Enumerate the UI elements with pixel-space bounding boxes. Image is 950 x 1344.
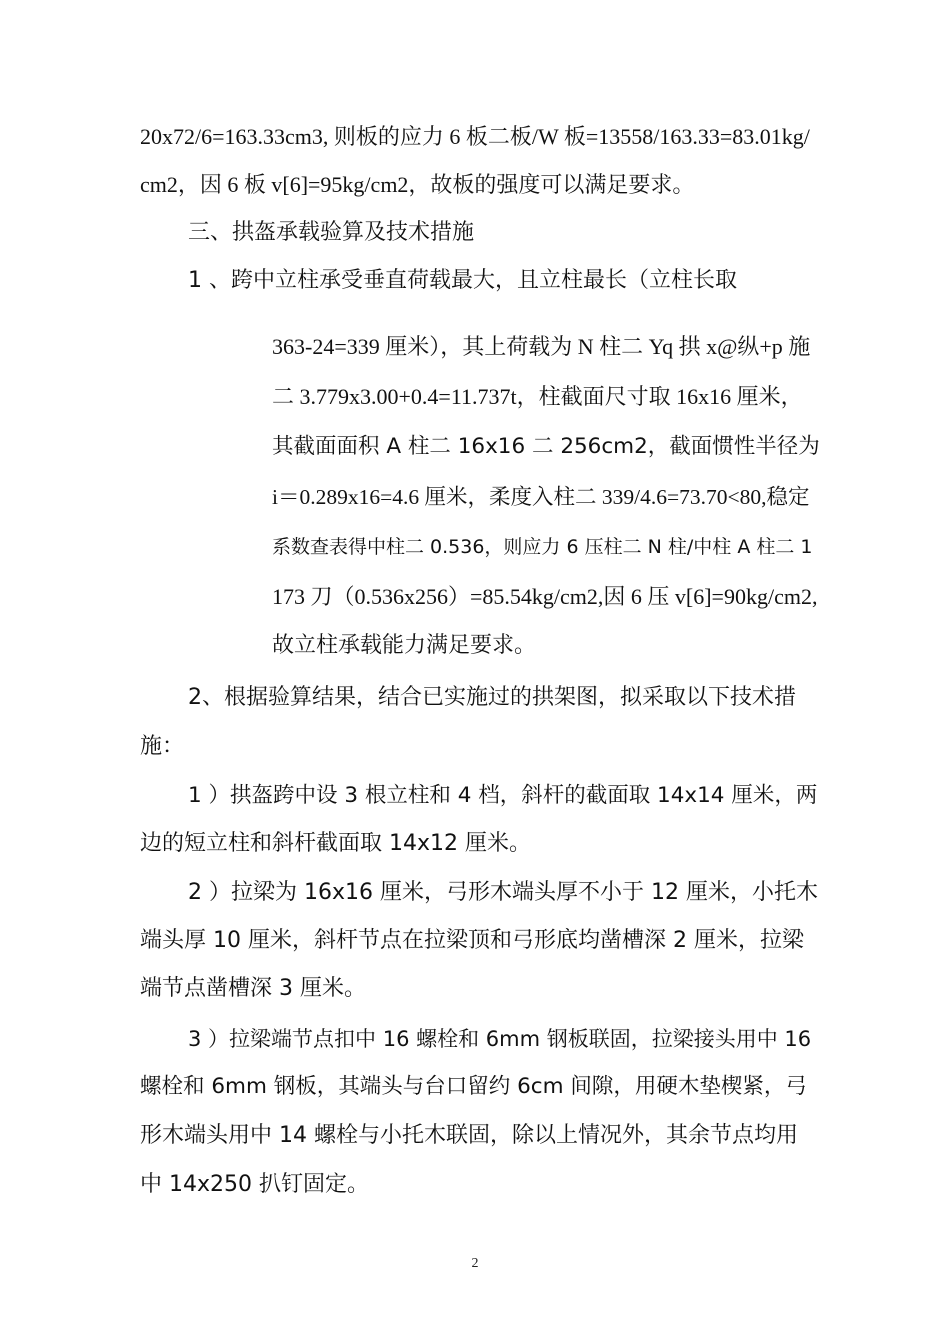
text-line-6: 二 3.779x3.00+0.4=11.737t，柱截面尺寸取 16x16 厘米， (272, 384, 803, 409)
text-line-10: 173 刀（0.536x256）=85.54kg/cm2,因 6 压 v[6]=90kg/cm2, (272, 584, 818, 609)
text-line-2: cm2，因 6 板 v[6]=95kg/cm2，故板的强度可以满足要求。 (140, 172, 695, 197)
text-line-21: 形木端头用中 14 螺栓与小托木联固，除以上情况外，其余节点均用 (140, 1123, 798, 1148)
text-line-12: 2、根据验算结果，结合已实施过的拱架图，拟采取以下技术措 (188, 685, 796, 710)
text-line-19: 3 ）拉梁端节点扣中 16 螺栓和 6mm 钢板联固，拉梁接头用中 16 (188, 1027, 812, 1051)
text-line-17: 端头厚 10 厘米，斜杆节点在拉梁顶和弓形底均凿槽深 2 厘米，拉梁 (140, 928, 804, 953)
text-line-1: 20x72/6=163.33cm3, 则板的应力 6 板二板/W 板=13558/163.33=83.01kg/ (140, 124, 810, 149)
text-line-20: 螺栓和 6mm 钢板，其端头与台口留约 6cm 间隙，用硬木垫楔紧，弓 (140, 1074, 807, 1099)
text-line-7: 其截面面积 A 柱二 16x16 二 256cm2，截面惯性半径为 (272, 434, 820, 459)
text-line-4: 1 、跨中立柱承受垂直荷载最大，且立柱最长（立柱长取 (188, 268, 737, 293)
text-line-18: 端节点凿槽深 3 厘米。 (140, 976, 366, 1001)
section-heading: 三、拱盔承载验算及技术措施 (188, 220, 475, 245)
text-line-16: 2 ）拉梁为 16x16 厘米，弓形木端头厚不小于 12 厘米，小托木 (188, 880, 818, 905)
text-line-5: 363-24=339 厘米），其上荷载为 N 柱二 Yq 拱 x@纵+p 施 (272, 334, 811, 359)
text-line-9: 系数查表得中柱二 0.536，则应力 6 压柱二 N 柱/中柱 A 柱二 1 (272, 536, 813, 558)
text-line-15: 边的短立柱和斜杆截面取 14x12 厘米。 (140, 831, 531, 856)
text-line-8: i＝0.289x16=4.6 厘米，柔度入柱二 339/4.6=73.70<80,稳定 (272, 485, 810, 509)
text-line-22: 中 14x250 扒钉固定。 (140, 1172, 369, 1197)
text-line-14: 1 ）拱盔跨中设 3 根立柱和 4 档，斜杆的截面取 14x14 厘米，两 (188, 783, 818, 808)
page-number: 2 (471, 1256, 479, 1271)
text-line-13: 施： (140, 734, 185, 759)
text-line-11: 故立柱承载能力满足要求。 (272, 633, 537, 658)
